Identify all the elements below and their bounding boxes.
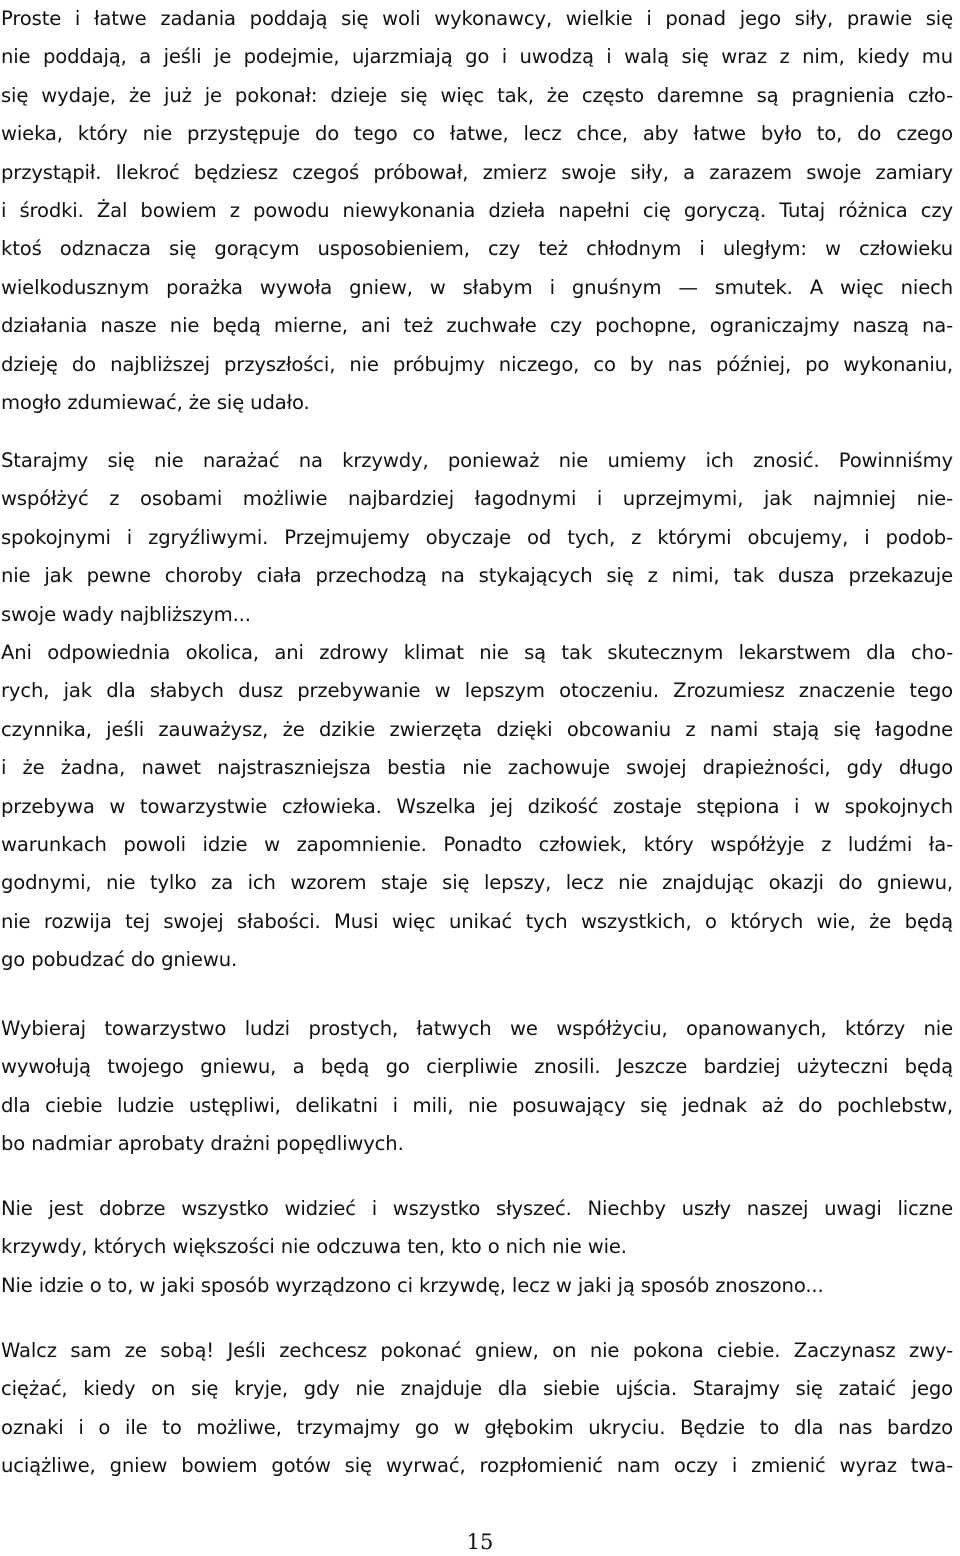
text-line: wieka, który nie przystępuje do tego co łatwe, lecz chce, aby łatwe było to, do czego bbox=[1, 122, 953, 146]
text-line: warunkach powoli idzie w zapomnienie. Ponadto człowiek, który współżyje z ludźmi ła- bbox=[1, 832, 953, 856]
text-line: czynnika, jeśli zauważysz, że dzikie zwierzęta dzięki obcowaniu z nami stają się łagodne bbox=[1, 717, 953, 741]
text-line: i że żadna, nawet najstraszniejsza bestia nie zachowuje swojej drapieżności, gdy długo bbox=[1, 756, 953, 780]
text-line: Ani odpowiednia okolica, ani zdrowy klimat nie są tak skutecznym lekarstwem dla cho- bbox=[1, 640, 953, 664]
text-line: dzieję do najbliższej przyszłości, nie próbujmy niczego, co by nas później, po wykonaniu, bbox=[1, 352, 953, 376]
text-line: wielkodusznym porażka wywoła gniew, w słabym i gnuśnym — smutek. A więc niech bbox=[1, 275, 953, 299]
text-line: Starajmy się nie narażać na krzywdy, ponieważ nie umiemy ich znosić. Powinniśmy bbox=[1, 449, 953, 472]
text-line: nie poddają, a jeśli je podejmie, ujarzmiają go i uwodzą i walą się wraz z nim, kiedy mu bbox=[1, 45, 953, 69]
text-line: współżyć z osobami możliwie najbardziej łagodnymi i uprzejmymi, jak najmniej nie- bbox=[1, 487, 953, 511]
text-line: mogło zdumiewać, że się udało. bbox=[1, 390, 310, 414]
text-line: ktoś odznacza się gorącym usposobieniem, czy też chłodnym i uległym: w człowieku bbox=[1, 237, 953, 261]
page-number: 15 bbox=[466, 1530, 494, 1554]
text-line: spokojnymi i zgryźliwymi. Przejmujemy obyczaje od tych, z którymi obcujemy, i podob- bbox=[1, 525, 953, 549]
text-line: krzywdy, których większości nie odczuwa ten, kto o nich nie wie. bbox=[1, 1235, 627, 1259]
text-line: Wybieraj towarzystwo ludzi prostych, łatwych we współżyciu, opanowanych, którzy nie bbox=[1, 1017, 953, 1040]
paragraph-2 bbox=[1, 442, 953, 979]
text-line: uciążliwe, gniew bowiem gotów się wyrwać, rozpłomienić nam oczy i zmienić wyraz twa- bbox=[1, 1454, 953, 1478]
text-line: dla ciebie ludzie ustępliwi, delikatni i mili, nie posuwający się jednak aż do pochlebstw, bbox=[1, 1093, 953, 1117]
text-line: działania nasze nie będą mierne, ani też zuchwałe czy pochopne, ograniczajmy naszą na- bbox=[1, 314, 953, 338]
paragraph-3 bbox=[1, 1010, 953, 1164]
paragraph-1 bbox=[1, 0, 953, 422]
text-line: przystąpił. Ilekroć będziesz czegoś próbował, zmierz swoje siły, a zarazem swoje zamiary bbox=[1, 160, 953, 184]
text-line: ciężać, kiedy on się kryje, gdy nie znajduje dla siebie ujścia. Starajmy się zataić jego bbox=[1, 1377, 953, 1401]
text-line: rych, jak dla słabych dusz przebywanie w lepszym otoczeniu. Zrozumiesz znaczenie tego bbox=[1, 679, 953, 703]
text-line: Nie idzie o to, w jaki sposób wyrządzono ci krzywdę, lecz w jaki ją sposób znoszono... bbox=[1, 1273, 824, 1297]
text-line: przebywa w towarzystwie człowieka. Wszelka jej dzikość zostaje stępiona i w spokojnych bbox=[1, 794, 953, 818]
text-line: godnymi, nie tylko za ich wzorem staje się lepszy, lecz nie znajdując okazji do gniewu, bbox=[1, 871, 953, 895]
paragraph-4 bbox=[1, 1190, 953, 1305]
text-line: wywołują twojego gniewu, a będą go cierpliwie znosili. Jeszcze bardziej użyteczni będą bbox=[1, 1055, 953, 1079]
text-line: się wydaje, że już je pokonał: dzieje się więc tak, że często daremne są pragnienia czło- bbox=[1, 83, 953, 107]
text-line: swoje wady najbliższym... bbox=[1, 602, 251, 626]
text-line: Proste i łatwe zadania poddają się woli wykonawcy, wielkie i ponad jego siły, prawie się bbox=[1, 7, 953, 30]
paragraph-5 bbox=[1, 1332, 953, 1486]
text-line: nie jak pewne choroby ciała przechodzą na stykających się z nimi, tak dusza przekazuje bbox=[1, 564, 953, 588]
text-line: Nie jest dobrze wszystko widzieć i wszystko słyszeć. Niechby uszły naszej uwagi liczne bbox=[1, 1197, 953, 1220]
text-line: oznaki i o ile to możliwe, trzymajmy go w głębokim ukryciu. Będzie to dla nas bardzo bbox=[1, 1415, 953, 1439]
text-line: Walcz sam ze sobą! Jeśli zechcesz pokonać gniew, on nie pokona ciebie. Zaczynasz zwy- bbox=[1, 1339, 953, 1362]
text-line: nie rozwija tej swojej słabości. Musi więc unikać tych wszystkich, o których wie, że będą bbox=[1, 909, 953, 933]
text-line: i środki. Żal bowiem z powodu niewykonania dzieła napełni cię goryczą. Tutaj różnica czy bbox=[1, 198, 953, 222]
text-line: go pobudzać do gniewu. bbox=[1, 948, 238, 972]
text-line: bo nadmiar aprobaty drażni popędliwych. bbox=[1, 1132, 404, 1156]
